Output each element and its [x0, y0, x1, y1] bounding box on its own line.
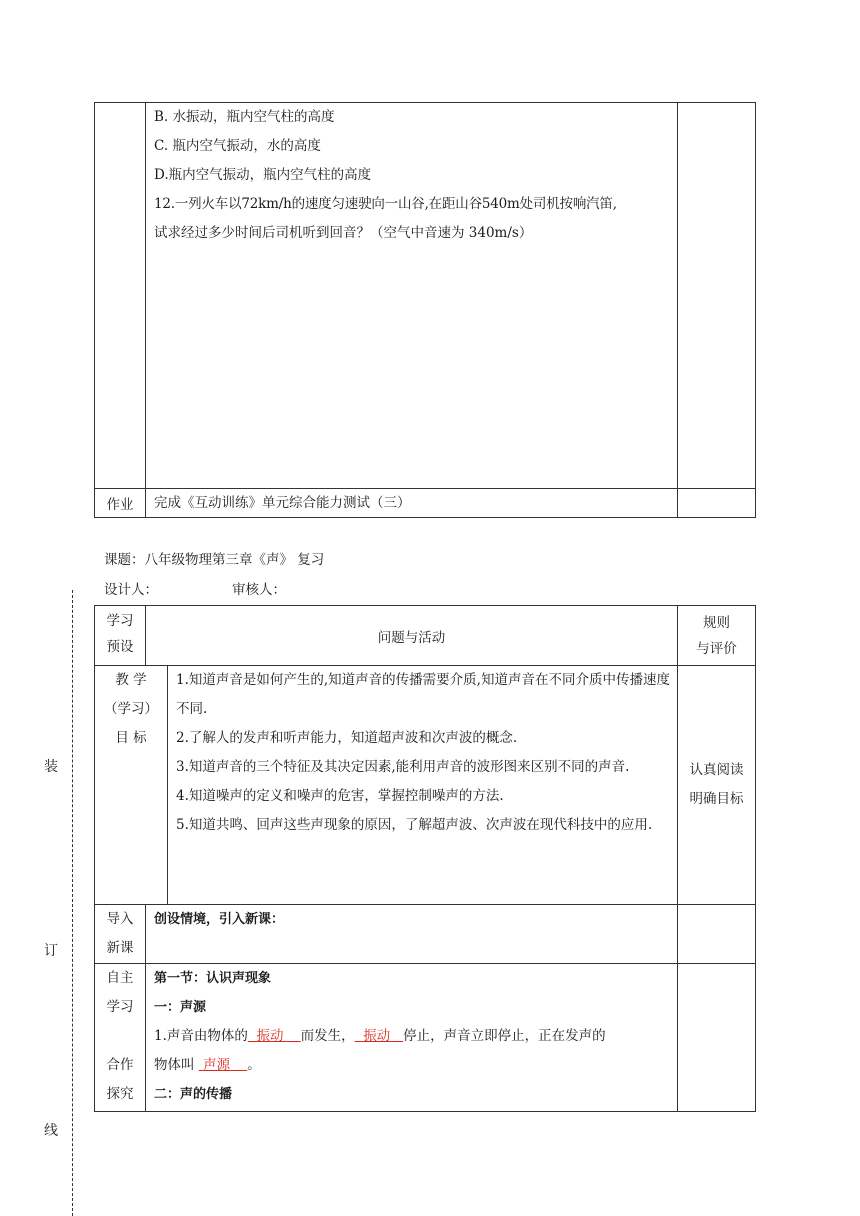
question-cell — [146, 103, 678, 489]
study-row — [95, 964, 756, 1112]
intro-row — [95, 905, 756, 964]
top-table — [94, 102, 756, 518]
homework-text: 完成《互动训练》单元综合能力测试（三） — [146, 489, 678, 518]
option-b: B. 水振动，瓶内空气柱的高度 — [154, 109, 335, 125]
question-1-line2: 物体叫 声源 。 — [154, 1057, 261, 1073]
goals-label: 教 学 （学习） 目 标 — [95, 666, 168, 905]
goals-eval: 认真阅读 明确目标 — [678, 666, 756, 905]
goals-content — [168, 666, 678, 905]
intro-label: 导入 新课 — [95, 905, 146, 964]
option-d: D.瓶内空气振动，瓶内空气柱的高度 — [154, 167, 372, 183]
section-title: 第一节：认识声现象 — [154, 971, 272, 986]
question-1-line1: 1.声音由物体的 振动 而发生， 振动 停止，声音立即停止，正在发声的 — [154, 1028, 606, 1044]
goal-1: 1.知道声音是如何产生的,知道声音的传播需要介质,知道声音在不同介质中传播速度不同. — [176, 672, 670, 717]
homework-label: 作业 — [95, 489, 146, 518]
goals-row — [95, 666, 756, 905]
subsection-sound-source: 一：声源 — [154, 1000, 207, 1015]
blank-1: 振动 — [256, 1028, 284, 1044]
question-12-line2: 试求经过多少时间后司机听到回音？（空气中音速为 340m/s） — [154, 225, 533, 241]
reviewer-label: 审核人： — [232, 582, 286, 598]
study-label: 自主 学习 合作 探究 — [95, 964, 146, 1112]
goal-3: 3.知道声音的三个特征及其决定因素,能利用声音的波形图来区别不同的声音. — [176, 759, 630, 775]
blank-3: 声源 — [203, 1057, 231, 1073]
binding-dash-line — [72, 590, 73, 1216]
intro-text: 创设情境，引入新课： — [146, 905, 678, 964]
goal-2: 2.了解人的发声和听声能力，知道超声波和次声波的概念. — [176, 730, 518, 746]
top-right-cell — [678, 103, 756, 489]
goal-5: 5.知道共鸣、回声这些声现象的原因，了解超声波、次声波在现代科技中的应用. — [176, 817, 653, 833]
question-12-line1: 12.一列火车以72km/h的速度匀速驶向一山谷,在距山谷540m处司机按响汽笛, — [154, 196, 617, 212]
lesson-table — [94, 605, 756, 1112]
study-eval — [678, 964, 756, 1112]
blank-2: 振动 — [363, 1028, 391, 1044]
binding-char-3: 线 — [44, 1123, 58, 1139]
option-c: C. 瓶内空气振动，水的高度 — [154, 138, 321, 154]
header-col2: 问题与活动 — [146, 606, 678, 666]
subsection-propagation: 二：声的传播 — [154, 1087, 233, 1102]
designer-label: 设计人： — [104, 582, 158, 598]
lesson-topic: 课题：八年级物理第三章《声》 复习 — [104, 552, 325, 568]
top-left-cell — [95, 103, 146, 489]
header-col3: 规则 与评价 — [678, 606, 756, 666]
header-col1: 学习 预设 — [95, 606, 146, 666]
homework-eval-cell — [678, 489, 756, 518]
goal-4: 4.知道噪声的定义和噪声的危害，掌握控制噪声的方法. — [176, 788, 504, 804]
header-row — [95, 606, 756, 666]
binding-char-1: 装 — [44, 759, 58, 775]
study-content — [146, 964, 678, 1112]
binding-char-2: 订 — [44, 943, 58, 959]
intro-eval — [678, 905, 756, 964]
